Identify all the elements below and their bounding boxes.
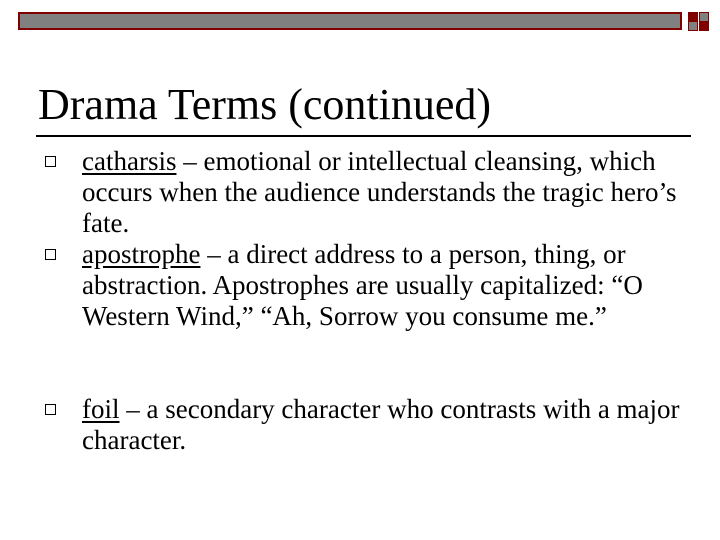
- hollow-square-bullet-icon: [45, 156, 56, 167]
- header-square-icon: [688, 21, 698, 31]
- hollow-square-bullet-icon: [45, 249, 56, 260]
- definition-apostrophe: – a direct address to a person, thing, or abstraction. Apostrophes are usually capitalized: “O Western Wind,” “Ah, Sorrow you consume me.”: [82, 239, 643, 331]
- term-foil: foil: [82, 394, 120, 424]
- definition-catharsis: – emotional or intellectual cleansing, which occurs when the audience understands the tragic hero’s fate.: [82, 146, 677, 238]
- slide-title: Drama Terms (continued): [38, 80, 492, 129]
- bullet-item-apostrophe: [40, 239, 690, 394]
- title-divider: [36, 135, 691, 137]
- bullet-list: [40, 146, 690, 456]
- header-square-icon: [699, 21, 709, 31]
- definition-foil: – a secondary character who contrasts with a major character.: [82, 394, 680, 455]
- term-catharsis: catharsis: [82, 146, 177, 176]
- header-decoration: [18, 12, 710, 30]
- hollow-square-bullet-icon: [45, 404, 56, 415]
- header-bar: [18, 12, 682, 30]
- bullet-item-foil: [40, 394, 690, 456]
- bullet-item-catharsis: [40, 146, 690, 239]
- term-apostrophe: apostrophe: [82, 239, 201, 269]
